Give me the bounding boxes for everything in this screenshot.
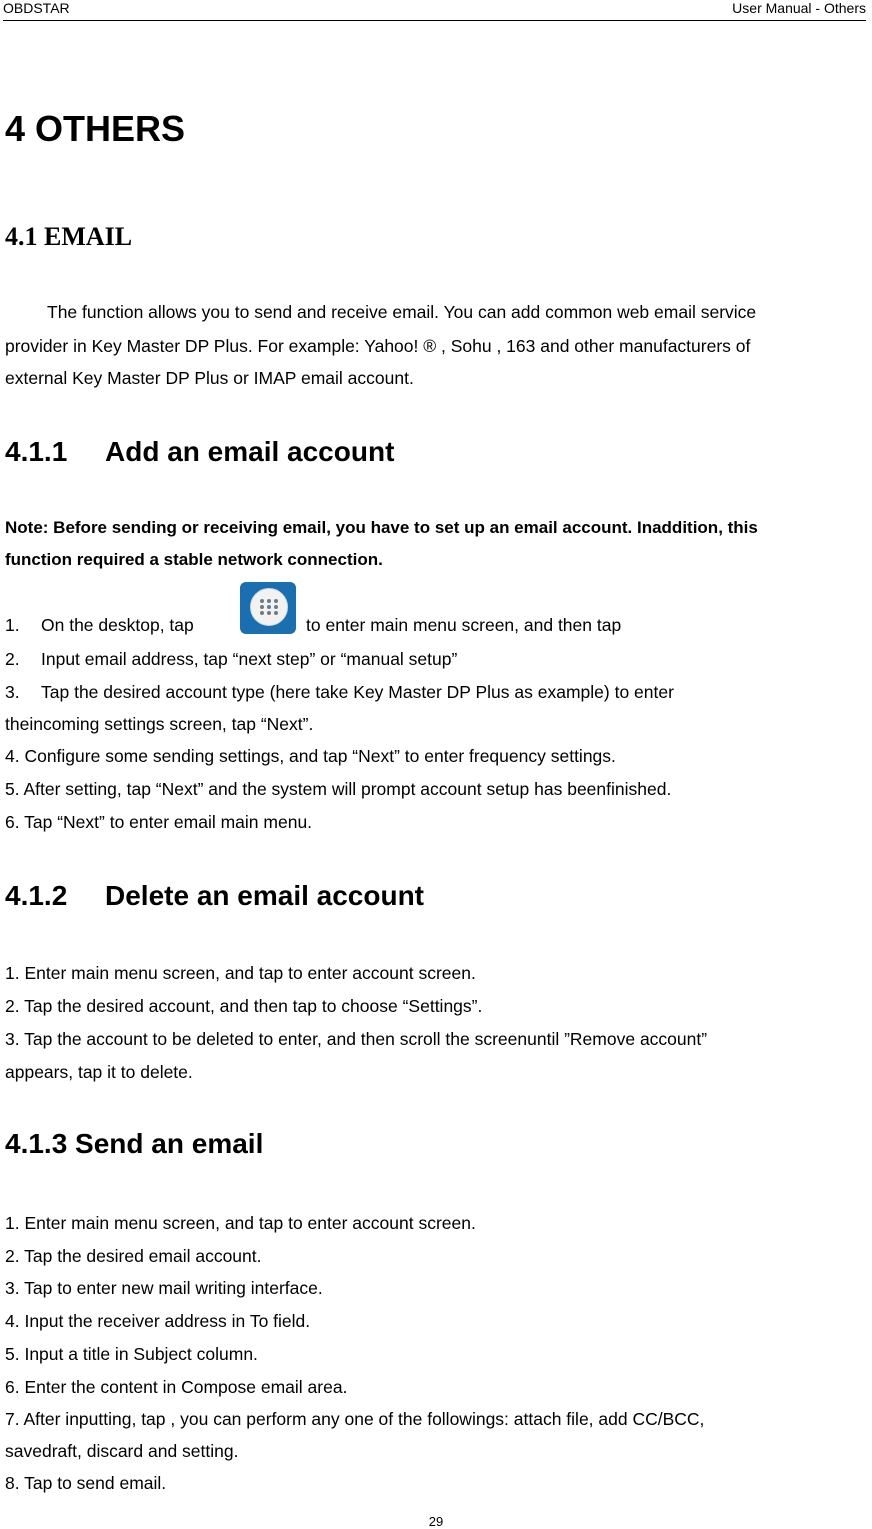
- header-brand: OBDSTAR: [3, 0, 70, 16]
- add-step-6: 6. Tap “Next” to enter email main menu.: [5, 812, 313, 832]
- subsection-number: 4.1.1: [5, 436, 68, 467]
- send-step-5: 5. Input a title in Subject column.: [5, 1344, 258, 1364]
- delete-step-1: 1. Enter main menu screen, and tap to enter account screen.: [5, 963, 476, 983]
- send-step-7: 7. After inputting, tap , you can perform any one of the followings: attach file, add CC/BCC,: [5, 1409, 705, 1429]
- intro-line: provider in Key Master DP Plus. For example: Yahoo! ® , Sohu , 163 and other manufacturers of: [5, 336, 751, 356]
- step-text: to enter main menu screen, and then tap: [306, 615, 622, 635]
- subsection-title: Delete an email account: [105, 880, 425, 911]
- subsection-heading-delete: [5, 880, 424, 912]
- send-step-2: 2. Tap the desired email account.: [5, 1246, 262, 1266]
- apps-menu-icon: [240, 582, 296, 634]
- step-text: Input email address, tap “next step” or “manual setup”: [41, 649, 458, 669]
- step-number: 2.: [5, 649, 20, 669]
- subsection-number: 4.1.2: [5, 880, 68, 911]
- add-step-1: [5, 613, 194, 637]
- subsection-title: Add an email account: [105, 436, 395, 467]
- send-step-6: 6. Enter the content in Compose email area.: [5, 1377, 348, 1397]
- send-step-7-cont: savedraft, discard and setting.: [5, 1441, 239, 1461]
- send-step-8: 8. Tap to send email.: [5, 1473, 167, 1493]
- add-step-2: [5, 647, 457, 671]
- note-line: Note: Before sending or receiving email, you have to set up an email account. Inaddition, this: [5, 518, 758, 537]
- intro-line: external Key Master DP Plus or IMAP email account.: [5, 368, 414, 388]
- page-header: [3, 0, 866, 21]
- page-number: 29: [428, 1514, 444, 1529]
- delete-step-2: 2. Tap the desired account, and then tap to choose “Settings”.: [5, 996, 483, 1016]
- add-step-5: 5. After setting, tap “Next” and the system will prompt account setup has beenfinished.: [5, 779, 672, 799]
- subsection-heading-add: [5, 436, 394, 468]
- send-step-4: 4. Input the receiver address in To field.: [5, 1311, 311, 1331]
- step-text: theincoming settings screen, tap “Next”.: [5, 714, 314, 734]
- delete-step-3: 3. Tap the account to be deleted to enter, and then scroll the screenuntil ”Remove account”: [5, 1029, 708, 1049]
- delete-step-3-cont: appears, tap it to delete.: [5, 1062, 193, 1082]
- step-number: 1.: [5, 615, 20, 635]
- note-line: function required a stable network connection.: [5, 550, 383, 569]
- send-step-1: 1. Enter main menu screen, and tap to enter account screen.: [5, 1213, 476, 1233]
- step-text: Tap the desired account type (here take Key Master DP Plus as example) to enter: [41, 682, 674, 702]
- chapter-title: 4 OTHERS: [5, 108, 186, 149]
- subsection-heading-send: 4.1.3 Send an email: [5, 1128, 264, 1159]
- header-section: User Manual - Others: [732, 0, 866, 16]
- add-step-4: 4. Configure some sending settings, and tap “Next” to enter frequency settings.: [5, 746, 616, 766]
- step-text: On the desktop, tap: [41, 615, 194, 635]
- add-step-3: [5, 680, 674, 704]
- step-number: 3.: [5, 682, 20, 702]
- intro-line: The function allows you to send and receive email. You can add common web email service: [47, 302, 757, 322]
- send-step-3: 3. Tap to enter new mail writing interface.: [5, 1278, 323, 1298]
- section-title: 4.1 EMAIL: [5, 222, 133, 251]
